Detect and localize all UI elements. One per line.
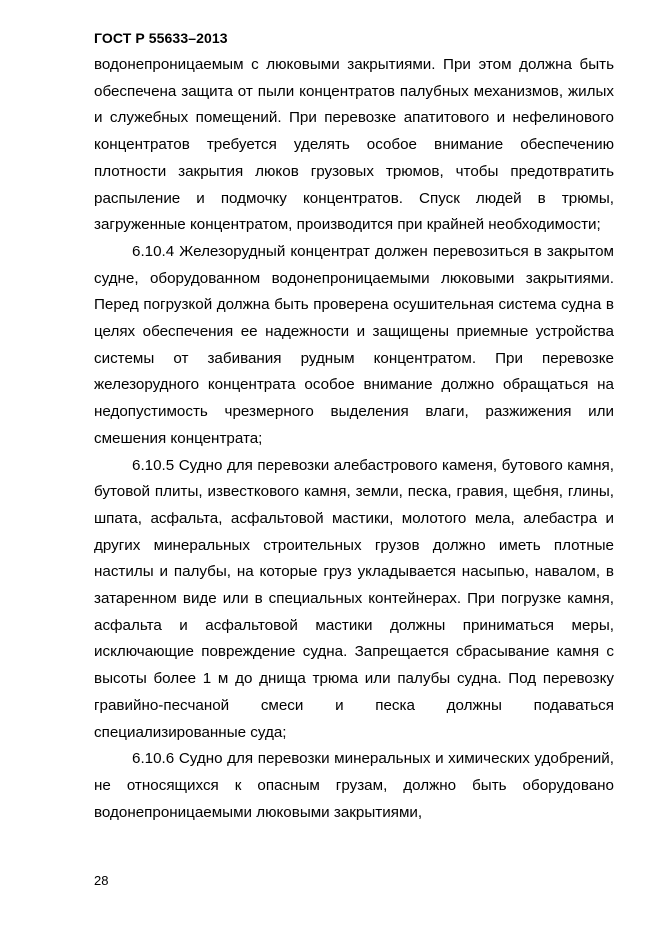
- paragraph-6-10-4: 6.10.4 Железорудный концентрат должен перевозиться в закрытом судне, оборудованном водонепроницаемыми люковыми закрытиями. Перед погрузкой должна быть проверена осушительная система судна в целях обеспечения ее надежности и защищены приемные устройства системы от забивания рудным концентратом. При перевозке железорудного концентрата особое внимание должно обращаться на недопустимость чрезмерного выделения влаги, разжижения или смешения концентрата;: [94, 242, 614, 447]
- document-body: [94, 52, 614, 826]
- paragraph-continuation: водонепроницаемым с люковыми закрытиями. При этом должна быть обеспечена защита от пыли концентратов палубных механизмов, жилых и служебных помещений. При перевозке апатитового и нефелинового концентратов требуется уделять особое внимание обеспечению плотности закрытия люков грузовых трюмов, чтобы предотвратить распыление и подмочку концентратов. Спуск людей в трюмы, загруженные концентратом, производится при крайней необходимости;: [94, 56, 614, 234]
- document-header: ГОСТ Р 55633–2013: [94, 30, 228, 46]
- page-number: 28: [94, 873, 109, 888]
- paragraph-6-10-6: 6.10.6 Судно для перевозки минеральных и химических удобрений, не относящихся к опасным грузам, должно быть оборудовано водонепроницаемыми люковыми закрытиями,: [94, 750, 614, 821]
- paragraph-6-10-5: 6.10.5 Судно для перевозки алебастрового каменя, бутового камня, бутовой плиты, известкового камня, земли, песка, гравия, щебня, глины, шпата, асфальта, асфальтовой мастики, молотого мела, алебастра и других минеральных строительных грузов должно иметь плотные настилы и палубы, на которые груз укладывается насыпью, навалом, в затаренном виде или в специальных контейнерах. При погрузке камня, асфальта и асфальтовой мастики должны приниматься меры, исключающие повреждение судна. Запрещается сбрасывание камня с высоты более 1 м до днища трюма или палубы судна. Под перевозку гравийно-песчаной смеси и песка должны подаваться специализированные суда;: [94, 456, 614, 741]
